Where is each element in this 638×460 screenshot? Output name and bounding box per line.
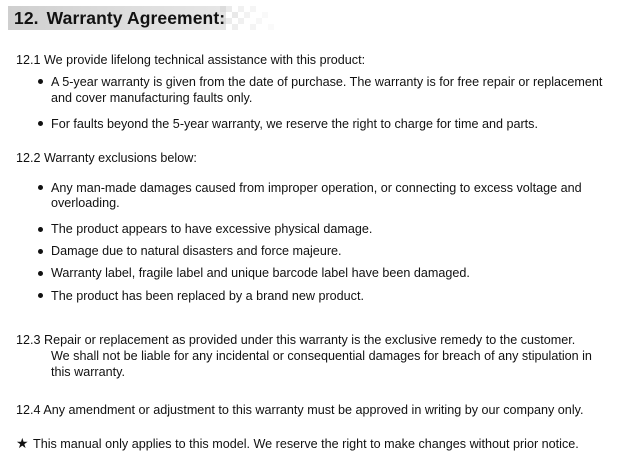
exclusion-item-4: Warranty label, fragile label and unique barcode label have been damaged. (51, 266, 470, 280)
manual-note: This manual only applies to this model. We reserve the right to make changes without prior notice. (33, 437, 579, 451)
exclusion-item-1-line-2: overloading. (51, 196, 120, 210)
exclusion-item-1-line-1: Any man-made damages caused from improper operation, or connecting to excess voltage and (51, 181, 582, 195)
section-title-bar (8, 6, 270, 30)
warranty-item-1-line-2: and cover manufacturing faults only. (51, 91, 253, 105)
exclusion-item-3: Damage due to natural disasters and force majeure. (51, 244, 342, 258)
section-12-2-heading: 12.2 Warranty exclusions below: (16, 151, 197, 165)
bullet-icon (38, 249, 43, 254)
bullet-icon (38, 185, 43, 190)
bullet-icon (38, 271, 43, 276)
pixel-fade-decoration (220, 6, 276, 30)
section-number: 12. (14, 7, 39, 28)
section-12-3-line-1: 12.3 Repair or replacement as provided under this warranty is the exclusive remedy to the customer. (16, 333, 576, 347)
section-12-4: 12.4 Any amendment or adjustment to this warranty must be approved in writing by our company only. (16, 403, 584, 417)
exclusion-item-5: The product has been replaced by a brand new product. (51, 289, 364, 303)
section-12-3-line-2: We shall not be liable for any incidental or consequential damages for breach of any stipulation in (51, 349, 592, 363)
bullet-icon (38, 121, 43, 126)
warranty-item-1-line-1: A 5-year warranty is given from the date of purchase. The warranty is for free repair or replacement (51, 75, 603, 89)
section-title: Warranty Agreement: (46, 7, 226, 28)
warranty-item-2: For faults beyond the 5-year warranty, we reserve the right to charge for time and parts. (51, 117, 538, 131)
section-12-1-heading: 12.1 We provide lifelong technical assistance with this product: (16, 53, 366, 67)
exclusion-item-2: The product appears to have excessive physical damage. (51, 222, 373, 236)
bullet-icon (38, 293, 43, 298)
bullet-icon (38, 227, 43, 232)
star-icon: ★ (16, 435, 29, 451)
bullet-icon (38, 79, 43, 84)
section-12-3-line-3: this warranty. (51, 365, 125, 379)
page-title (8, 7, 226, 28)
